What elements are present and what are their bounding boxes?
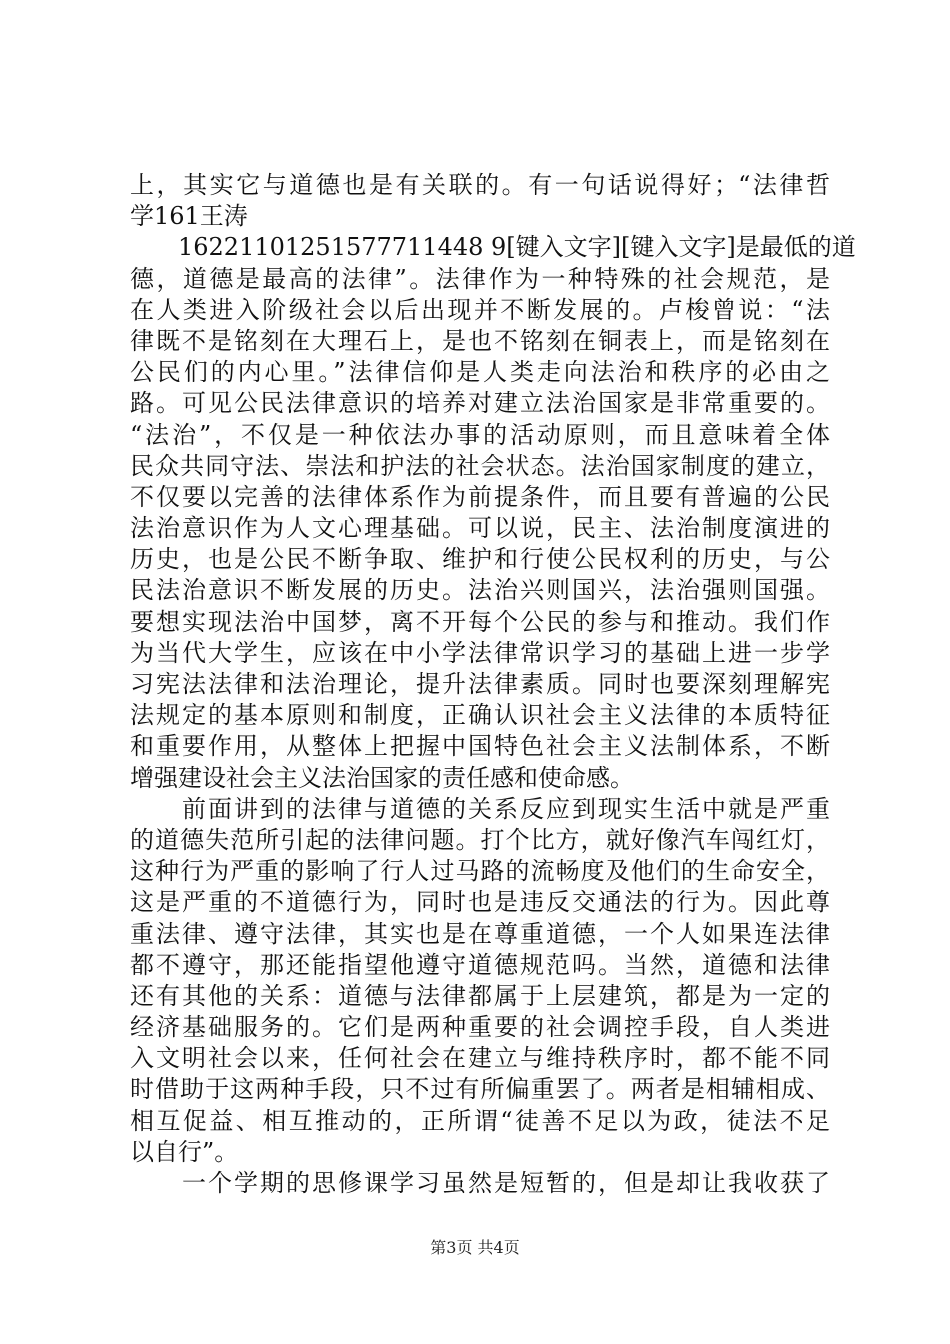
- text-line: “法治”，不仅是一种依法办事的活动原则，而且意味着全体: [130, 420, 830, 449]
- text-line: 不仅要以完善的法律体系作为前提条件，而且要有普遍的公民: [130, 482, 830, 511]
- text-line: 这种行为严重的影响了行人过马路的流畅度及他们的生命安全，: [130, 857, 830, 886]
- text-line: 要想实现法治中国梦，离不开每个公民的参与和推动。我们作: [130, 607, 830, 636]
- text-line: 的道德失范所引起的法律问题。打个比方，就好像汽车闯红灯，: [130, 825, 830, 854]
- text-line: 时借助于这两种手段，只不过有所偏重罢了。两者是相辅相成、: [130, 1075, 830, 1104]
- text-line: 上，其实它与道德也是有关联的。有一句话说得好；“法律哲: [130, 171, 830, 199]
- text-line: 经济基础服务的。它们是两种重要的社会调控手段，自人类进: [130, 1013, 830, 1042]
- text-line: 相互促益、相互推动的，正所谓“徒善不足以为政，徒法不足: [130, 1106, 830, 1135]
- text-line: 重法律、遵守法律，其实也是在尊重道德，一个人如果连法律: [130, 919, 830, 948]
- text-line: 在人类进入阶级社会以后出现并不断发展的。卢梭曾说：“法: [130, 295, 830, 324]
- text-line: 德，道德是最高的法律”。法律作为一种特殊的社会规范，是: [130, 264, 830, 293]
- text-line: 入文明社会以来，任何社会在建立与维持秩序时，都不能不同: [130, 1044, 830, 1073]
- text-line: 公民们的内心里。”法律信仰是人类走向法治和秩序的必由之: [130, 358, 830, 387]
- text-line: 增强建设社会主义法治国家的责任感和使命感。: [130, 763, 634, 792]
- text-line: 路。可见公民法律意识的培养对建立法治国家是非常重要的。: [130, 389, 830, 418]
- text-line: 习宪法法律和法治理论，提升法律素质。同时也要深刻理解宪: [130, 670, 830, 698]
- text-line: 还有其他的关系：道德与法律都属于上层建筑，都是为一定的: [130, 981, 830, 1010]
- text-line: 历史，也是公民不断争取、维护和行使公民权利的历史，与公: [130, 545, 830, 574]
- text-line: 以自行”。: [130, 1137, 239, 1166]
- text-line: 民法治意识不断发展的历史。法治兴则国兴，法治强则国强。: [130, 576, 830, 605]
- text-line: 都不遵守，那还能指望他遵守道德规范吗。当然，道德和法律: [130, 950, 830, 979]
- text-line: 法治意识作为人文心理基础。可以说，民主、法治制度演进的: [130, 514, 830, 543]
- text-line: 律既不是铭刻在大理石上，是也不铭刻在铜表上，而是铭刻在: [130, 326, 830, 355]
- text-line: 法规定的基本原则和制度，正确认识社会主义法律的本质特征: [130, 701, 830, 730]
- text-line: 前面讲到的法律与道德的关系反应到现实生活中就是严重: [130, 794, 830, 823]
- text-line: 这是严重的不道德行为，同时也是违反交通法的行为。因此尊: [130, 888, 830, 917]
- text-line: 和重要作用，从整体上把握中国特色社会主义法制体系，不断: [130, 732, 830, 761]
- text-line: 16221101251577711448 9[键入文字][键入文字]是最低的道: [130, 233, 856, 262]
- text-line: 民众共同守法、崇法和护法的社会状态。法治国家制度的建立，: [130, 451, 830, 480]
- text-line: 一个学期的思修课学习虽然是短暂的，但是却让我收获了: [130, 1169, 830, 1197]
- text-line: 为当代大学生，应该在中小学法律常识学习的基础上进一步学: [130, 638, 830, 667]
- text-line: 学161王涛: [130, 202, 248, 231]
- body-text: [130, 170, 856, 1199]
- page-footer: 第3页 共4页: [430, 1238, 520, 1257]
